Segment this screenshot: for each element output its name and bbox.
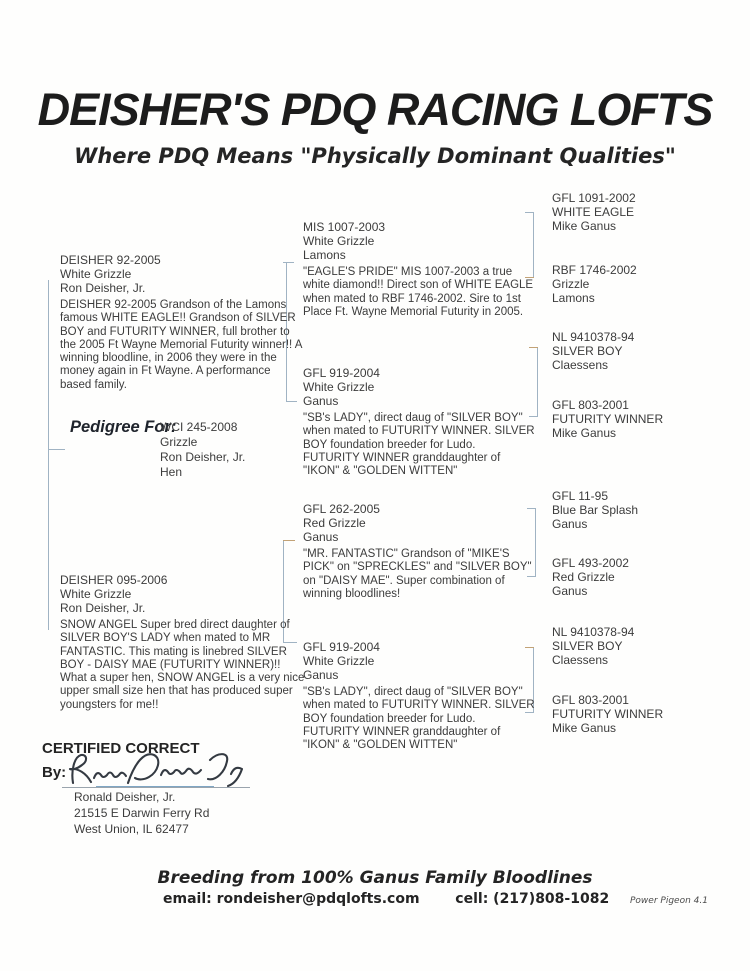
bird-strain: Mike Ganus bbox=[552, 721, 617, 735]
bird-strain: Lamons bbox=[303, 248, 346, 262]
pedigree-connector-line bbox=[525, 212, 534, 213]
bird-color: Red Grizzle bbox=[303, 516, 366, 530]
page-subtitle: Where PDQ Means "Physically Dominant Qualities" bbox=[74, 144, 676, 168]
bird-description: "SB's LADY", direct daug of "SILVER BOY" when mated to FUTURITY WINNER. SILVER BOY foundation breeder for Ludo. FUTURITY WINNER granddaughter of "IKON" & "GOLDEN WITTEN" bbox=[303, 412, 535, 478]
certifier-address-block bbox=[74, 789, 209, 837]
great-grandparent-entry bbox=[552, 330, 634, 372]
grandparent-entry bbox=[303, 640, 535, 752]
pedigree-connector-line bbox=[537, 347, 538, 417]
band-number: GFL 262-2005 bbox=[303, 502, 380, 516]
certified-correct-heading: CERTIFIED CORRECT bbox=[42, 740, 200, 757]
software-credit: Power Pigeon 4.1 bbox=[630, 896, 708, 906]
bird-name: Blue Bar Splash bbox=[552, 503, 639, 517]
band-number: GFL 11-95 bbox=[552, 489, 609, 503]
bird-owner: Ron Deisher, Jr. bbox=[60, 601, 146, 615]
bird-description: SNOW ANGEL Super bred direct daughter of SILVER BOY'S LADY when mated to MR FANTASTIC. This mating is linebred SILVER BOY - DAISY MAE (FUTURITY WINNER)!! What a super hen, SNOW ANGEL is a very nice upper small size hen that has produced super youngsters for me!! bbox=[60, 619, 305, 711]
pedigree-for-label: Pedigree For: bbox=[70, 418, 177, 436]
band-number: DEISHER 92-2005 bbox=[60, 253, 161, 267]
band-number: GFL 493-2002 bbox=[552, 556, 629, 570]
grandparent-entry bbox=[303, 502, 535, 601]
pedigree-connector-line bbox=[529, 347, 538, 348]
certifier-name: Ronald Deisher, Jr. bbox=[74, 790, 176, 804]
grandparent-entry bbox=[303, 366, 535, 478]
bird-color: White Grizzle bbox=[60, 587, 132, 601]
bird-owner: Ron Deisher, Jr. bbox=[160, 450, 246, 464]
cell-label: cell: bbox=[455, 891, 489, 907]
band-number: RBF 1746-2002 bbox=[552, 263, 637, 277]
bird-strain: Claessens bbox=[552, 358, 609, 372]
signature-underline bbox=[62, 787, 250, 788]
bird-owner: Ron Deisher, Jr. bbox=[60, 281, 146, 295]
pedigree-connector-line bbox=[535, 508, 536, 577]
bird-strain: Mike Ganus bbox=[552, 219, 617, 233]
great-grandparent-entry bbox=[552, 398, 663, 440]
band-number: MIS 1007-2003 bbox=[303, 220, 386, 234]
subject-entry bbox=[160, 420, 245, 480]
bird-color: White Grizzle bbox=[303, 234, 375, 248]
signature-image bbox=[64, 747, 264, 791]
band-number: GFL 1091-2002 bbox=[552, 191, 636, 205]
dam-entry bbox=[60, 573, 305, 712]
bird-description: DEISHER 92-2005 Grandson of the Lamons famous WHITE EAGLE!! Grandson of SILVER BOY and FUTURITY WINNER, full brother to the 2005 Ft Wayne Memorial Futurity winner!! A winning bloodline, in 2006 they were in the money again in Ft Wayne. A performance based family. bbox=[60, 299, 302, 391]
band-number: GFL 803-2001 bbox=[552, 693, 629, 707]
bird-strain: Claessens bbox=[552, 653, 609, 667]
band-number: GFL 919-2004 bbox=[303, 640, 380, 654]
bird-name: SILVER BOY bbox=[552, 639, 623, 653]
email-address: rondeisher@pdqlofts.com bbox=[216, 891, 420, 907]
certifier-city: West Union, IL 62477 bbox=[74, 822, 189, 836]
bird-strain: Ganus bbox=[552, 517, 588, 531]
bird-strain: Ganus bbox=[552, 584, 588, 598]
pedigree-connector-line bbox=[283, 540, 295, 541]
great-grandparent-entry bbox=[552, 191, 636, 233]
grandparent-entry bbox=[303, 220, 535, 319]
certifier-street: 21515 E Darwin Ferry Rd bbox=[74, 806, 210, 820]
band-number: WCI 245-2008 bbox=[160, 420, 238, 434]
bird-name: FUTURITY WINNER bbox=[552, 707, 664, 721]
band-number: GFL 803-2001 bbox=[552, 398, 629, 412]
pedigree-connector-line bbox=[48, 280, 49, 630]
footer-tagline: Breeding from 100% Ganus Family Bloodlines bbox=[157, 868, 593, 888]
page-title: DEISHER'S PDQ RACING LOFTS bbox=[37, 84, 713, 135]
pedigree-connector-line bbox=[286, 401, 297, 402]
great-grandparent-entry bbox=[552, 625, 634, 667]
bird-strain: Lamons bbox=[552, 291, 595, 305]
bird-strain: Ganus bbox=[303, 668, 339, 682]
bird-description: "SB's LADY", direct daug of "SILVER BOY" when mated to FUTURITY WINNER. SILVER BOY foundation breeder for Ludo. FUTURITY WINNER granddaughter of "IKON" & "GOLDEN WITTEN" bbox=[303, 686, 535, 752]
bird-name: SILVER BOY bbox=[552, 344, 623, 358]
bird-name: FUTURITY WINNER bbox=[552, 412, 664, 426]
cell-number: (217)808-1082 bbox=[493, 891, 610, 907]
band-number: GFL 919-2004 bbox=[303, 366, 380, 380]
bird-color: Grizzle bbox=[160, 435, 198, 449]
great-grandparent-entry bbox=[552, 556, 629, 598]
bird-strain: Ganus bbox=[303, 394, 339, 408]
great-grandparent-entry bbox=[552, 263, 637, 305]
great-grandparent-entry bbox=[552, 693, 663, 735]
pedigree-connector-line bbox=[48, 449, 65, 450]
band-number: NL 9410378-94 bbox=[552, 330, 635, 344]
bird-color: White Grizzle bbox=[60, 267, 132, 281]
bird-name: Grizzle bbox=[552, 277, 590, 291]
email-label: email: bbox=[163, 891, 212, 907]
bird-name: WHITE EAGLE bbox=[552, 205, 635, 219]
bird-strain: Ganus bbox=[303, 530, 339, 544]
footer-contact-line bbox=[163, 891, 609, 907]
bird-strain: Mike Ganus bbox=[552, 426, 617, 440]
band-number: NL 9410378-94 bbox=[552, 625, 635, 639]
bird-description: "MR. FANTASTIC" Grandson of "MIKE'S PICK" on "SPRECKLES" and "SILVER BOY" on "DAISY MAE". Super combination of winning bloodlines! bbox=[303, 548, 532, 600]
bird-color: White Grizzle bbox=[303, 654, 375, 668]
bird-sex: Hen bbox=[160, 465, 183, 479]
bird-description: "EAGLE'S PRIDE" MIS 1007-2003 a true white diamond!! Direct son of WHITE EAGLE when mated to RBF 1746-2002. Sire to 1st Place Ft. Wayne Memorial Futurity in 2005. bbox=[303, 266, 534, 318]
by-label: By: bbox=[42, 764, 67, 781]
great-grandparent-entry bbox=[552, 489, 638, 531]
sire-entry bbox=[60, 253, 305, 392]
signature-underline bbox=[96, 786, 214, 787]
band-number: DEISHER 095-2006 bbox=[60, 573, 168, 587]
bird-color: White Grizzle bbox=[303, 380, 375, 394]
bird-name: Red Grizzle bbox=[552, 570, 615, 584]
